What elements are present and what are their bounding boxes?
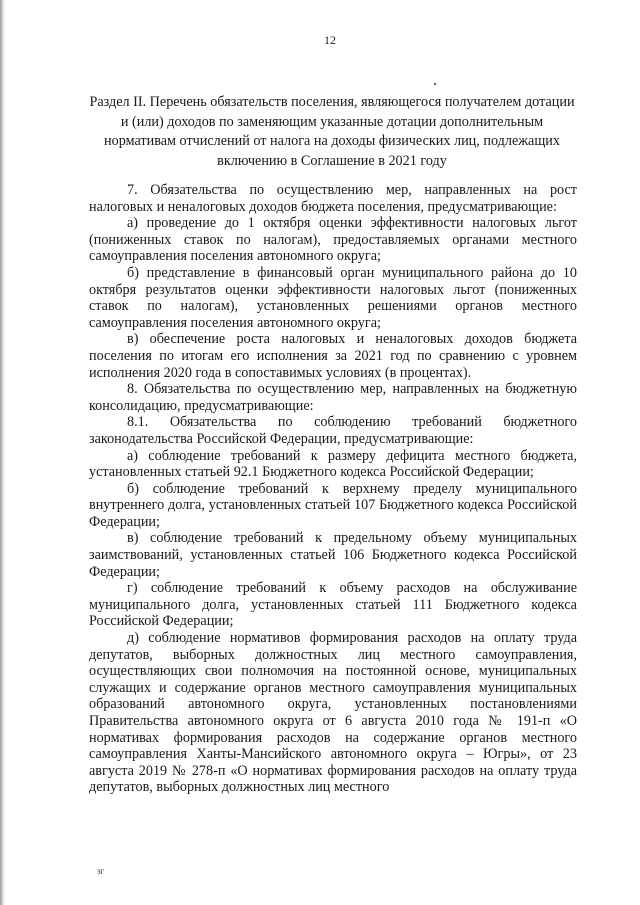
scan-speck (434, 83, 436, 85)
paragraph-7: 7. Обязательства по осуществлению мер, направленных на рост налоговых и неналоговых доходов бюджета поселения, предусматривающие: (89, 182, 577, 215)
paragraph-8-1: 8.1. Обязательства по соблюдению требований бюджетного законодательства Российской Федерации, предусматривающие: (89, 414, 577, 447)
paragraph-7v: в) обеспечение роста налоговых и неналоговых доходов бюджета поселения по итогам его исполнения за 2021 год по сравнению с уровнем исполнения 2020 года в сопоставимых условиях (в процентах). (89, 331, 577, 381)
paragraph-8-1v: в) соблюдение требований к предельному объему муниципальных заимствований, установленных статьей 106 Бюджетного кодекса Российской Федерации; (89, 530, 577, 580)
section-title: Раздел II. Перечень обязательств поселения, являющегося получателем дотации и (или) доходов по заменяющим указанные дотации дополнительным нормативам отчислений от налога на доходы физических лиц, подлежащих включению в Соглашение в 2021 году (89, 94, 575, 169)
paragraph-7a: а) проведение до 1 октября оценки эффективности налоговых льгот (пониженных ставок по налогам), предоставляемых органами местного самоуправления поселения автономного округа; (89, 215, 577, 265)
footer-mark: зг (97, 866, 105, 876)
scan-edge-shadow (0, 0, 5, 905)
page-number: 12 (324, 33, 336, 47)
paragraph-8-1a: а) соблюдение требований к размеру дефицита местного бюджета, установленных статьей 92.1 Бюджетного кодекса Российской Федерации; (89, 447, 577, 481)
paragraph-8-1g: г) соблюдение требований к объему расходов на обслуживание муниципального долга, установленных статьей 111 Бюджетного кодекса Российской Федерации; (89, 580, 577, 630)
paragraph-7b: б) представление в финансовый орган муниципального района до 10 октября результатов оценки эффективности налоговых льгот (пониженных ставок по налогам), установленных решениями органов местного самоуправления поселения автономного округа; (89, 264, 577, 331)
paragraph-8-1b: б) соблюдение требований к верхнему пределу муниципального внутреннего долга, установленных статьей 107 Бюджетного кодекса Российской Федерации; (89, 480, 577, 530)
paragraph-8-1d: д) соблюдение нормативов формирования расходов на оплату труда депутатов, выборных должностных лиц местного самоуправления, осуществляющих свои полномочия на постоянной основе, муниципальных служащих и содержание органов местного самоуправления муниципальных образований автономного округа, установленных постановлениями Правительства автономного округа от 6 августа 2010 года № 191-п «О нормативах формирования расходов на содержание органов местного самоуправления Ханты-Мансийского автономного округа – Югры», от 23 августа 2019 № 278-п «О нормативах формирования расходов на оплату труда депутатов, выборных должностных лиц местного (89, 630, 577, 796)
paragraph-8: 8. Обязательства по осуществлению мер, направленных на бюджетную консолидацию, предусматривающие: (89, 381, 577, 414)
document-body (89, 182, 577, 796)
